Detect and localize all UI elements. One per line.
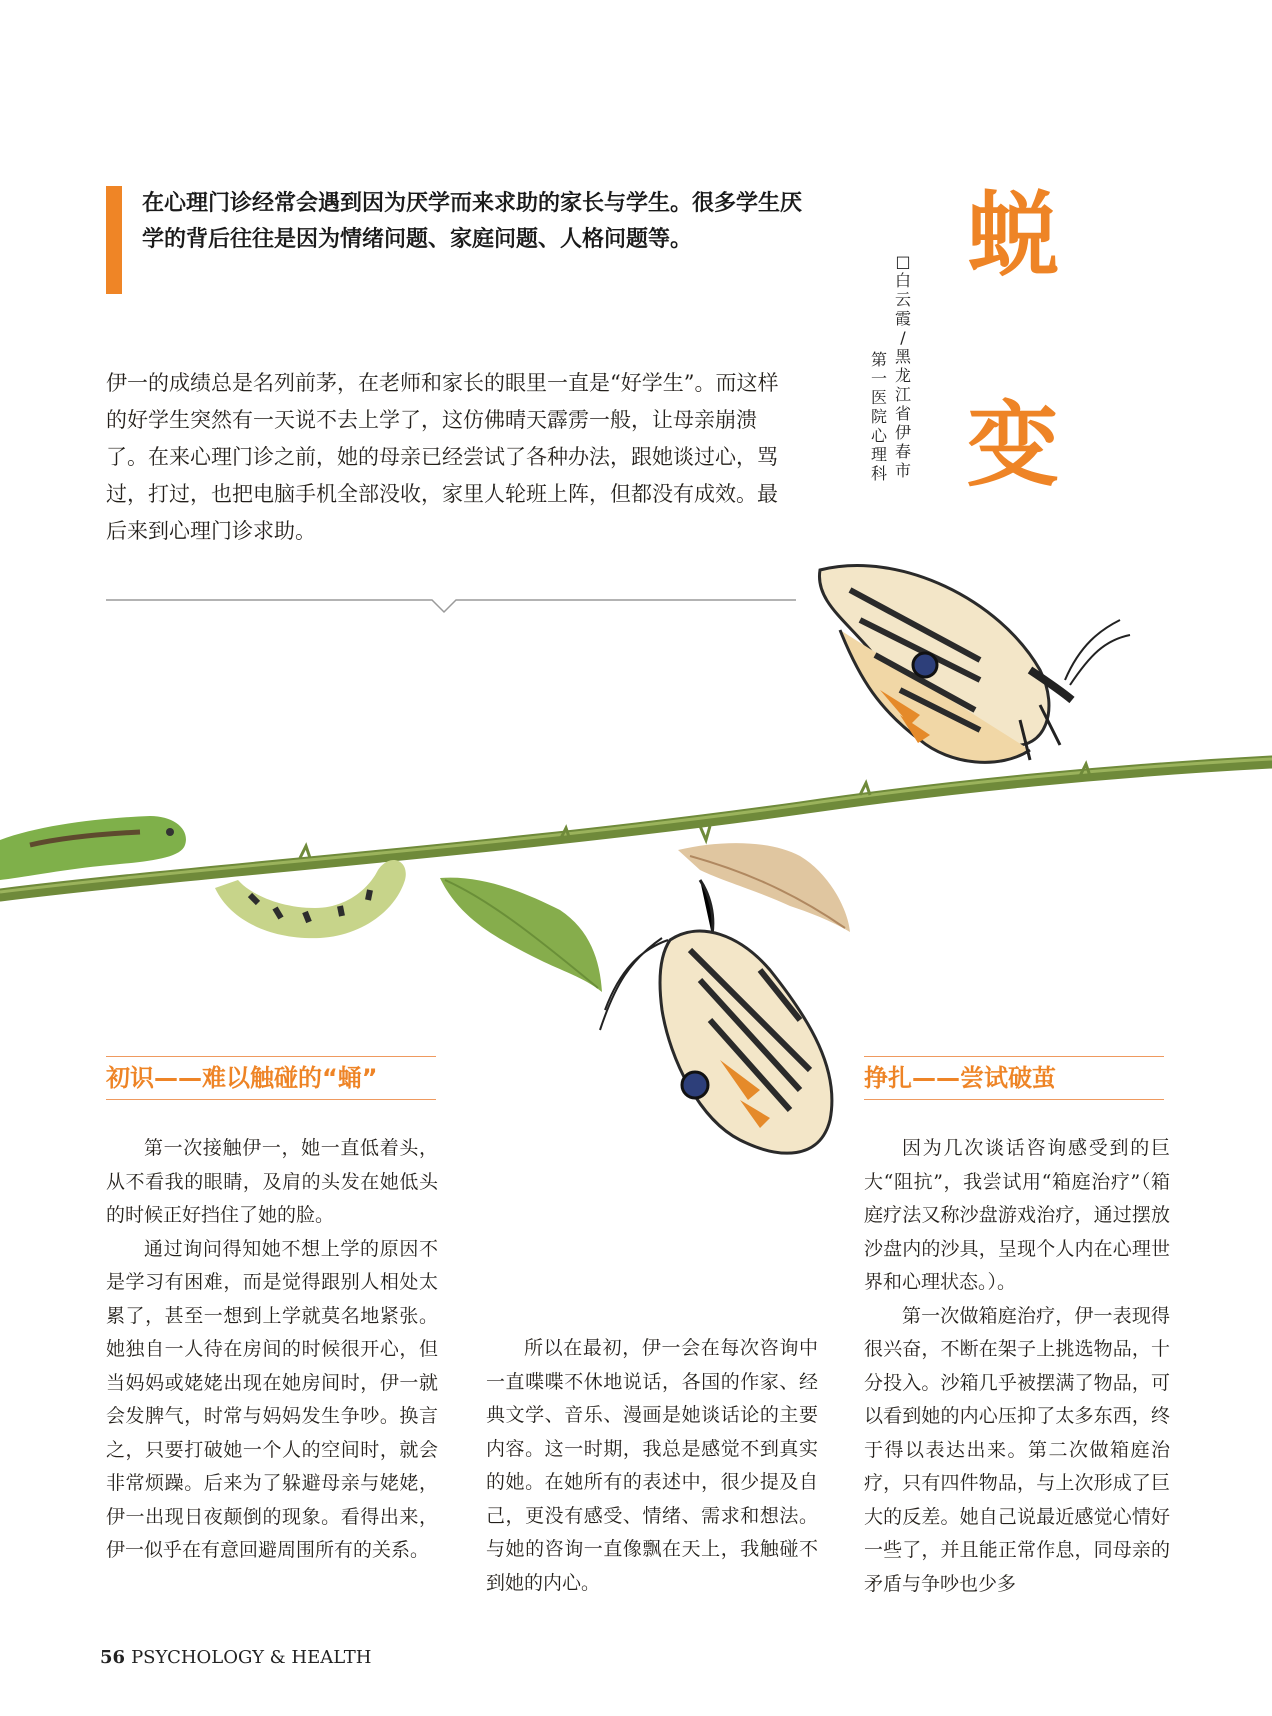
section1-body <box>106 1132 438 1568</box>
section2-body <box>864 1132 1170 1601</box>
byline-glyph: 省 <box>894 404 911 423</box>
byline-glyph: □ <box>895 252 911 271</box>
byline-glyph: 霞 <box>894 309 911 328</box>
middle-paragraph-1: 所以在最初，伊一会在每次咨询中一直喋喋不休地说话，各国的作家、经典文学、音乐、漫画是她谈话论的主要内容。这一时期，我总是感觉不到真实的她。在她所有的表述中，很少提及自己，更没有感受、情绪、需求和想法。与她的咨询一直像飘在天上，我触碰不到她的内心。 <box>486 1337 818 1594</box>
byline-glyph: 春 <box>894 442 911 461</box>
byline-glyph: 伊 <box>894 423 911 442</box>
green-chrysalis <box>440 878 602 992</box>
intro-accent-bar <box>106 186 122 294</box>
byline-glyph: 院 <box>870 407 887 426</box>
section1-heading: 初识——难以触碰的“蛹” <box>106 1056 436 1100</box>
intro-text: 在心理门诊经常会遇到因为厌学而来求助的家长与学生。很多学生厌学的背后往往是因为情绪问题、家庭问题、人格问题等。 <box>142 191 803 252</box>
byline-glyph: 江 <box>894 385 911 404</box>
byline-glyph: 第 <box>870 350 887 369</box>
byline-author <box>890 252 916 480</box>
byline-glyph: 云 <box>894 290 911 309</box>
title-char-2: 变 <box>966 392 1059 499</box>
page-footer <box>100 1647 371 1668</box>
section2-paragraph-1: 因为几次谈话咨询感受到的巨大“阻抗”，我尝试用“箱庭治疗”（箱庭疗法又称沙盘游戏治疗，通过摆放沙盘内的沙具，呈现个人内在心理世界和心理状态。）。 <box>864 1137 1170 1293</box>
middle-body <box>486 1332 818 1600</box>
lead-paragraph: 伊一的成绩总是名列前茅，在老师和家长的眼里一直是“好学生”。而这样的好学生突然有一天说不去上学了，这仿佛晴天霹雳一般，让母亲崩溃了。在来心理门诊之前，她的母亲已经尝试了各种办法，跟她谈过心，骂过，打过，也把电脑手机全部没收，家里人轮班上阵，但都没有成效。最后来到心理门诊求助。 <box>106 371 779 543</box>
section1-paragraph-2: 通过询问得知她不想上学的原因不是学习有困难，而是觉得跟别人相处太累了，甚至一想到上学就莫名地紧张。她独自一人待在房间的时候很开心，但当妈妈或姥姥出现在她房间时，伊一就会发脾气，时常与妈妈发生争吵。换言之，只要打破她一个人的空间时，就会非常烦躁。后来为了躲避母亲与姥姥，伊一出现日夜颠倒的现象。看得出来，伊一似乎在有意回避周围所有的关系。 <box>106 1237 438 1561</box>
section2-heading: 挣扎——尝试破茧 <box>864 1056 1164 1100</box>
magazine-name: PSYCHOLOGY & HEALTH <box>131 1647 372 1668</box>
byline-glyph: 科 <box>870 464 887 483</box>
lower-butterfly <box>600 880 832 1153</box>
byline-glyph: / <box>900 328 906 347</box>
title-char-1: 蜕 <box>966 182 1059 289</box>
section1-paragraph-1: 第一次接触伊一，她一直低着头，从不看我的眼睛，及肩的头发在她低头的时候正好挡住了她的脸。 <box>106 1137 438 1226</box>
page-number: 56 <box>100 1647 126 1668</box>
byline-glyph: 白 <box>894 271 911 290</box>
upper-butterfly <box>819 566 1130 763</box>
byline-glyph: 医 <box>870 388 887 407</box>
section2-paragraph-2: 第一次做箱庭治疗，伊一表现得很兴奋，不断在架子上挑选物品，十分投入。沙箱几乎被摆满了物品，可以看到她的内心压抑了太多东西，终于得以表达出来。第二次做箱庭治疗，只有四件物品，与上次形成了巨大的反差。她自己说最近感觉心情好一些了，并且能正常作息，同母亲的矛盾与争吵也少多 <box>864 1304 1170 1595</box>
byline-glyph: 心 <box>870 426 887 445</box>
byline-glyph: 龙 <box>894 366 911 385</box>
byline-glyph: 黑 <box>894 347 911 366</box>
byline-affiliation <box>866 350 892 483</box>
byline-glyph: 市 <box>894 461 911 480</box>
green-caterpillar <box>0 816 186 880</box>
byline-glyph: 理 <box>870 445 887 464</box>
byline-glyph: 一 <box>870 369 887 388</box>
